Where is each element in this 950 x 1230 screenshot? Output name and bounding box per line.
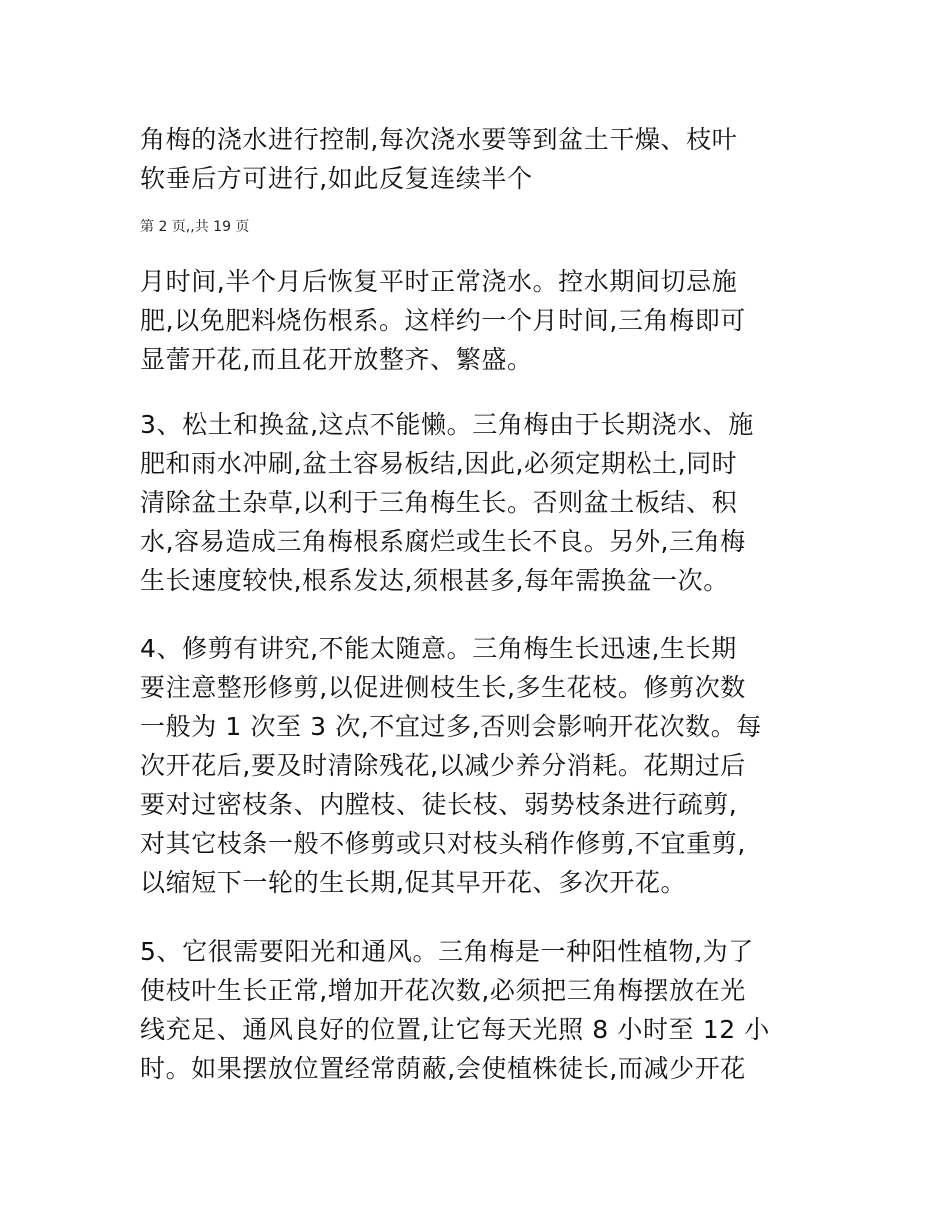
paragraph-2: 月时间,半个月后恢复平时正常浇水。控水期间切忌施 肥,以免肥料烧伤根系。这样约一个月时间,三角梅即可 显蕾开花,而且花开放整齐、繁盛。: [140, 267, 746, 374]
paragraph-1: 角梅的浇水进行控制,每次浇水要等到盆土干燥、枝叶 软垂后方可进行,如此反复连续半个: [140, 125, 738, 193]
page-number-footer: 第 2 页,,共 19 页: [140, 219, 250, 235]
paragraph-3: 3、松土和换盆,这点不能懒。三角梅由于长期浇水、施 肥和雨水冲刷,盆土容易板结,因此,必须定期松土,同时 清除盆土杂草,以利于三角梅生长。否则盆土板结、积 水,容易造成三角梅根系腐烂或生长不良。另外,三角梅 生长速度较快,根系发达,须根甚多,每年需换盆一次。: [140, 410, 754, 595]
paragraph-5: 5、它很需要阳光和通风。三角梅是一种阳性植物,为了 使枝叶生长正常,增加开花次数,必须把三角梅摆放在光 线充足、通风良好的位置,让它每天光照 8 小时至 12 小 时。如果摆放位置经常荫蔽,会使植株徒长,而减少开花: [140, 937, 770, 1083]
paragraph-4: 4、修剪有讲究,不能太随意。三角梅生长迅速,生长期 要注意整形修剪,以促进侧枝生长,多生花枝。修剪次数 一般为 1 次至 3 次,不宜过多,否则会影响开花次数。每 次开花后,要及时清除残花,以减少养分消耗。花期过后 要对过密枝条、内膛枝、徒长枝、弱势枝条进行疏剪, 对其它枝条一般不修剪或只对枝头稍作修剪,不宜重剪, 以缩短下一轮的生长期,促其早开花、多次开花。: [140, 634, 762, 897]
